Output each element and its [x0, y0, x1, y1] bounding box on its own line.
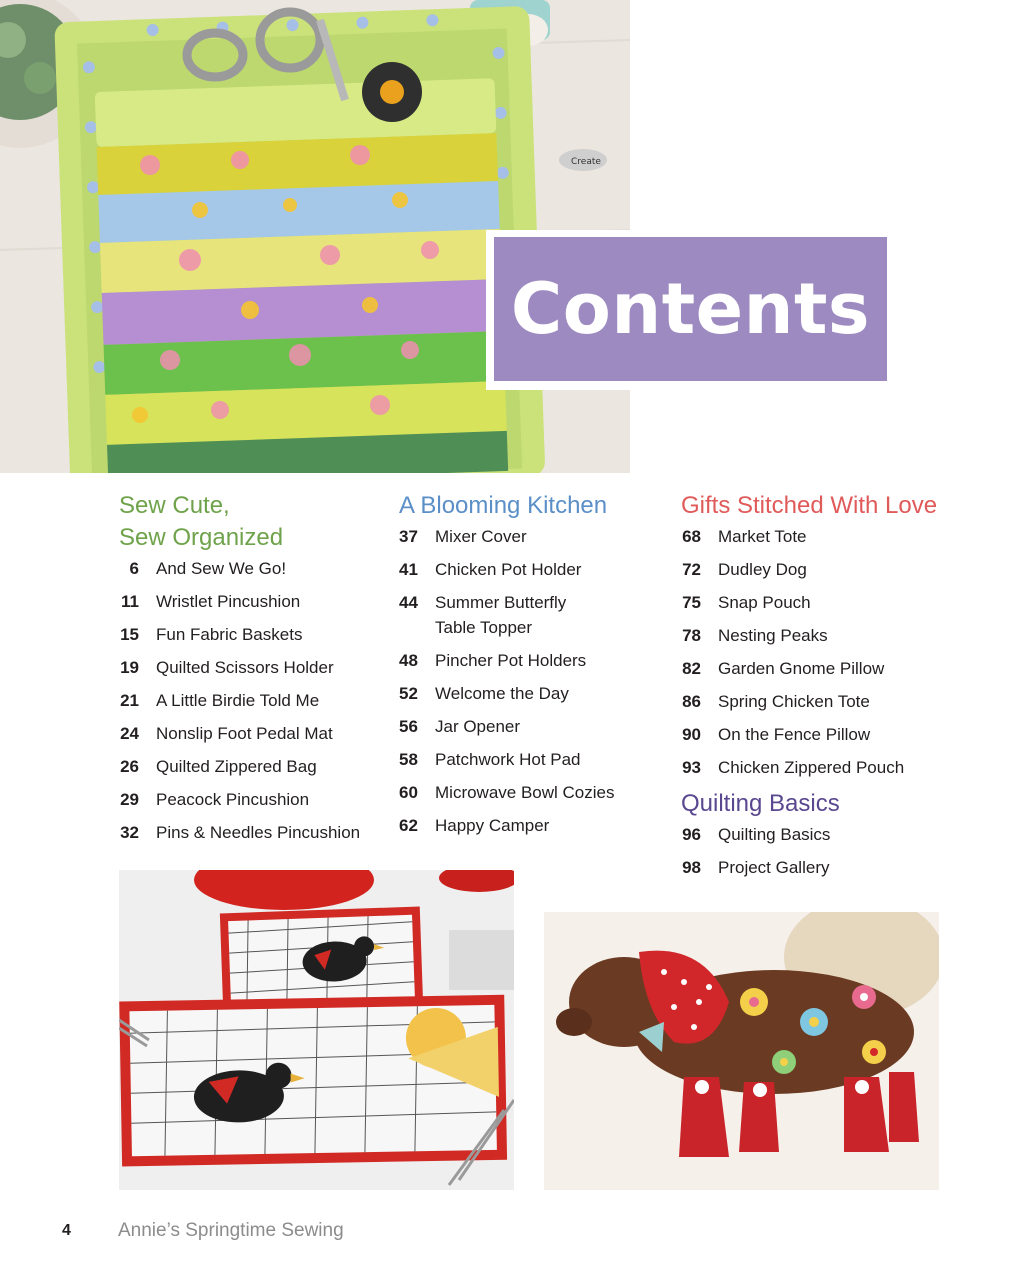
toc-column-1 [119, 490, 389, 853]
toc-page-number: 11 [121, 592, 139, 611]
toc-title: Nonslip Foot Pedal Mat [156, 724, 333, 743]
toc-entry[interactable] [119, 556, 389, 581]
toc-page-number: 56 [399, 717, 418, 736]
toc-title: Nesting Peaks [718, 626, 828, 645]
toc-title: A Little Birdie Told Me [156, 691, 320, 710]
toc-column-3 [681, 490, 981, 888]
toc-page-number: 44 [399, 593, 418, 612]
toc-title: Garden Gnome Pillow [718, 659, 885, 678]
toc-title: Chicken Pot Holder [435, 560, 582, 579]
toc-entry[interactable] [681, 524, 981, 549]
toc-page-number: 58 [399, 750, 418, 769]
toc-entry[interactable] [399, 590, 659, 640]
toc-entry[interactable] [681, 590, 981, 615]
photo-chicken-mats [119, 870, 514, 1190]
toc-page-number: 15 [120, 625, 139, 644]
dudley-dog-illustration [544, 912, 939, 1190]
toc-page-number: 72 [682, 560, 701, 579]
toc-title: Quilted Scissors Holder [156, 658, 334, 677]
toc-page-number: 75 [682, 593, 701, 612]
toc-entry[interactable] [681, 755, 981, 780]
toc-page-number: 37 [399, 527, 418, 546]
toc-entry[interactable] [681, 822, 981, 847]
tag-text: Create [571, 157, 601, 167]
toc-page-number: 68 [682, 527, 701, 546]
section-heading-kitchen: A Blooming Kitchen [399, 492, 608, 519]
toc-entry[interactable] [681, 557, 981, 582]
toc-page-number: 41 [399, 560, 418, 579]
toc-entry[interactable] [399, 681, 659, 706]
toc-title: Jar Opener [435, 717, 521, 736]
toc-title: Fun Fabric Baskets [156, 625, 303, 644]
toc-title: Patchwork Hot Pad [435, 750, 581, 769]
toc-title: Microwave Bowl Cozies [435, 783, 615, 802]
toc-page-number: 82 [682, 659, 701, 678]
toc-entry[interactable] [681, 656, 981, 681]
toc-entry[interactable] [119, 820, 389, 845]
toc-page-number: 24 [120, 724, 139, 743]
toc-title: Mixer Cover [435, 527, 527, 546]
toc-title: On the Fence Pillow [718, 725, 871, 744]
toc-entry[interactable] [119, 787, 389, 812]
toc-column-2 [399, 490, 659, 846]
toc-page-number: 52 [399, 684, 418, 703]
toc-title: Welcome the Day [435, 684, 569, 703]
section-heading-basics: Quilting Basics [681, 790, 840, 817]
toc-page-number: 78 [682, 626, 701, 645]
toc-title: Happy Camper [435, 816, 550, 835]
toc-entry[interactable] [399, 714, 659, 739]
toc-entry[interactable] [119, 589, 389, 614]
page-number: 4 [62, 1222, 71, 1239]
toc-entry[interactable] [119, 655, 389, 680]
contents-title: Contents [510, 268, 871, 350]
section-heading-sew-cute: Sew Cute, Sew Organized [119, 492, 284, 551]
toc-entry[interactable] [399, 524, 659, 549]
toc-entry[interactable] [681, 689, 981, 714]
toc-page-number: 48 [399, 651, 418, 670]
toc-entry[interactable] [399, 557, 659, 582]
toc-entry[interactable] [399, 813, 659, 838]
toc-entry[interactable] [119, 622, 389, 647]
toc-title: And Sew We Go! [156, 559, 287, 578]
toc-page-number: 62 [399, 816, 418, 835]
toc-entry[interactable] [399, 780, 659, 805]
toc-title: Peacock Pincushion [156, 790, 310, 809]
toc-entry[interactable] [119, 721, 389, 746]
toc-title: Chicken Zippered Pouch [718, 758, 905, 777]
toc-title: Snap Pouch [718, 593, 811, 612]
toc-page-number: 60 [399, 783, 418, 802]
toc-page-number: 98 [682, 858, 701, 877]
toc-page-number: 90 [682, 725, 701, 744]
toc-page-number: 86 [682, 692, 701, 711]
toc-title: Pins & Needles Pincushion [156, 823, 361, 842]
section-heading-gifts: Gifts Stitched With Love [681, 492, 938, 519]
toc-title: Pincher Pot Holders [435, 651, 587, 670]
toc-entry[interactable] [399, 648, 659, 673]
photo-dudley-dog [544, 912, 939, 1190]
toc-page-number: 19 [120, 658, 139, 677]
running-title: Annie’s Springtime Sewing [118, 1220, 344, 1241]
toc-title: Dudley Dog [718, 560, 807, 579]
toc-page-number: 26 [120, 757, 139, 776]
toc-title: Market Tote [718, 527, 807, 546]
toc-page-number: 96 [682, 825, 701, 844]
toc-page-number: 32 [120, 823, 139, 842]
toc-title: Quilted Zippered Bag [156, 757, 317, 776]
toc-title: Wristlet Pincushion [156, 592, 301, 611]
toc-entry[interactable] [681, 855, 981, 880]
toc-page-number: 6 [129, 559, 139, 578]
toc-page-number: 29 [120, 790, 139, 809]
toc-title: Summer Butterfly Table Topper [435, 593, 567, 637]
contents-banner [494, 237, 887, 381]
toc-title: Quilting Basics [718, 825, 831, 844]
toc-entry[interactable] [681, 623, 981, 648]
toc-entry[interactable] [681, 722, 981, 747]
toc-title: Project Gallery [718, 858, 830, 877]
chicken-mats-illustration [119, 870, 514, 1190]
toc-title: Spring Chicken Tote [718, 692, 870, 711]
toc-page-number: 21 [120, 691, 139, 710]
toc-entry[interactable] [119, 754, 389, 779]
toc-entry[interactable] [119, 688, 389, 713]
toc-page-number: 93 [682, 758, 701, 777]
toc-entry[interactable] [399, 747, 659, 772]
